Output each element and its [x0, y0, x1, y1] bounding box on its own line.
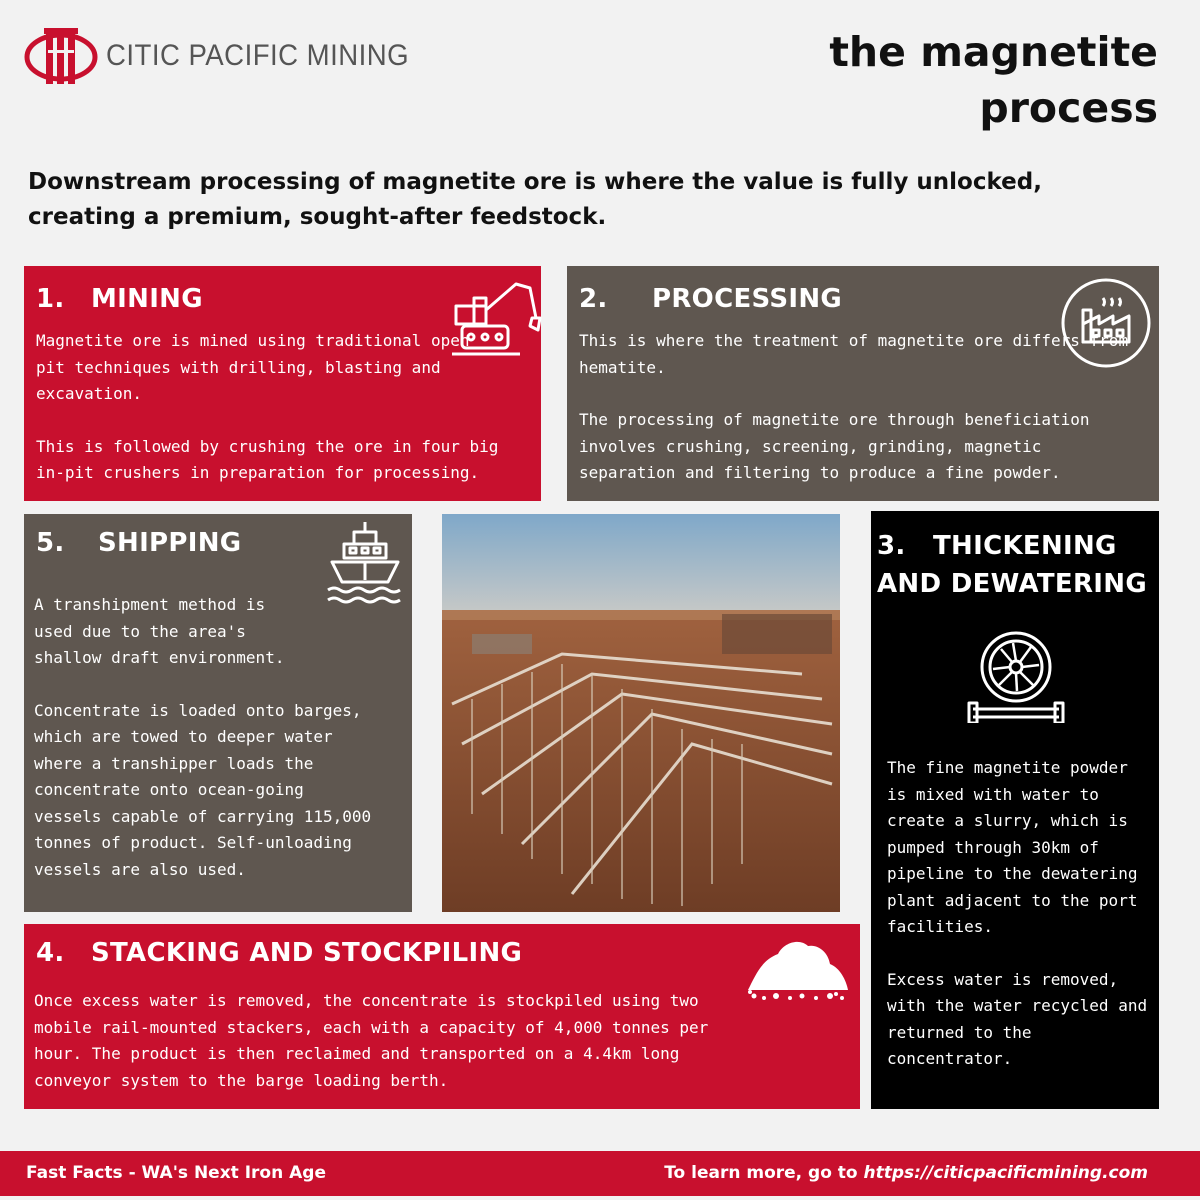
mining-title: 1. MINING: [36, 284, 203, 314]
shipping-panel: [24, 514, 412, 912]
thickening-panel: [871, 511, 1159, 1109]
website-link[interactable]: https://citicpacificmining.com: [863, 1163, 1148, 1183]
thickening-body: The fine magnetite powder is mixed with water to create a slurry, which is pumped through 30km of pipeline to the dewatering plant adjacent to the port facilities. Excess water is removed, with the water recycled and returned to the concentrator.: [887, 758, 1148, 1068]
turbine-pipe-icon: [967, 627, 1065, 723]
footer-tagline: Fast Facts - WA's Next Iron Age: [26, 1163, 326, 1183]
stockpile-icon: [742, 934, 852, 1002]
processing-plant-photo: [442, 514, 840, 912]
logo-text: CITIC PACIFIC MINING: [106, 39, 410, 72]
stacking-body: Once excess water is removed, the concentrate is stockpiled using two mobile rail-mounted stackers, each with a capacity of 4,000 tonnes per hour. The product is then reclaimed and transported on a 4.4km long conveyor system to the barge loading berth.: [34, 991, 709, 1090]
mining-body: Magnetite ore is mined using traditional open pit techniques with drilling, blasting and excavation. This is followed by crushing the ore in four big in-pit crushers in preparation for processing.: [36, 331, 499, 482]
footer-bar: [0, 1151, 1200, 1196]
page-subtitle: Downstream processing of magnetite ore is where the value is fully unlocked, creating a premium, sought-after feedstock.: [28, 169, 1042, 230]
page-title: the magnetite process: [829, 28, 1158, 132]
shipping-title: 5. SHIPPING: [36, 528, 242, 558]
shipping-body: A transhipment method is used due to the area's shallow draft environment. Concentrate is loaded onto barges, which are towed to deeper water where a transhipper loads the concentrate onto ocean-going vessels capable of carrying 115,000 tonnes of product. Self-unloading vessels are also used.: [34, 595, 372, 879]
company-logo: [22, 24, 435, 88]
mining-panel: [24, 266, 541, 501]
processing-panel: [567, 266, 1159, 501]
thickening-title: 3. THICKENING AND DEWATERING: [877, 531, 1147, 599]
stacking-panel: [24, 924, 860, 1109]
processing-title: 2. PROCESSING: [579, 284, 843, 314]
footer-learn-more: To learn more, go to https://citicpacificmining.com: [664, 1163, 1148, 1183]
citic-logo-icon: [22, 24, 100, 88]
stacking-title: 4. STACKING AND STOCKPILING: [36, 938, 523, 968]
processing-body: This is where the treatment of magnetite ore differs from hematite. The processing of magnetite ore through beneficiation involves crushing, screening, grinding, magnetic separation and filtering to produce a fine powder.: [579, 331, 1129, 482]
